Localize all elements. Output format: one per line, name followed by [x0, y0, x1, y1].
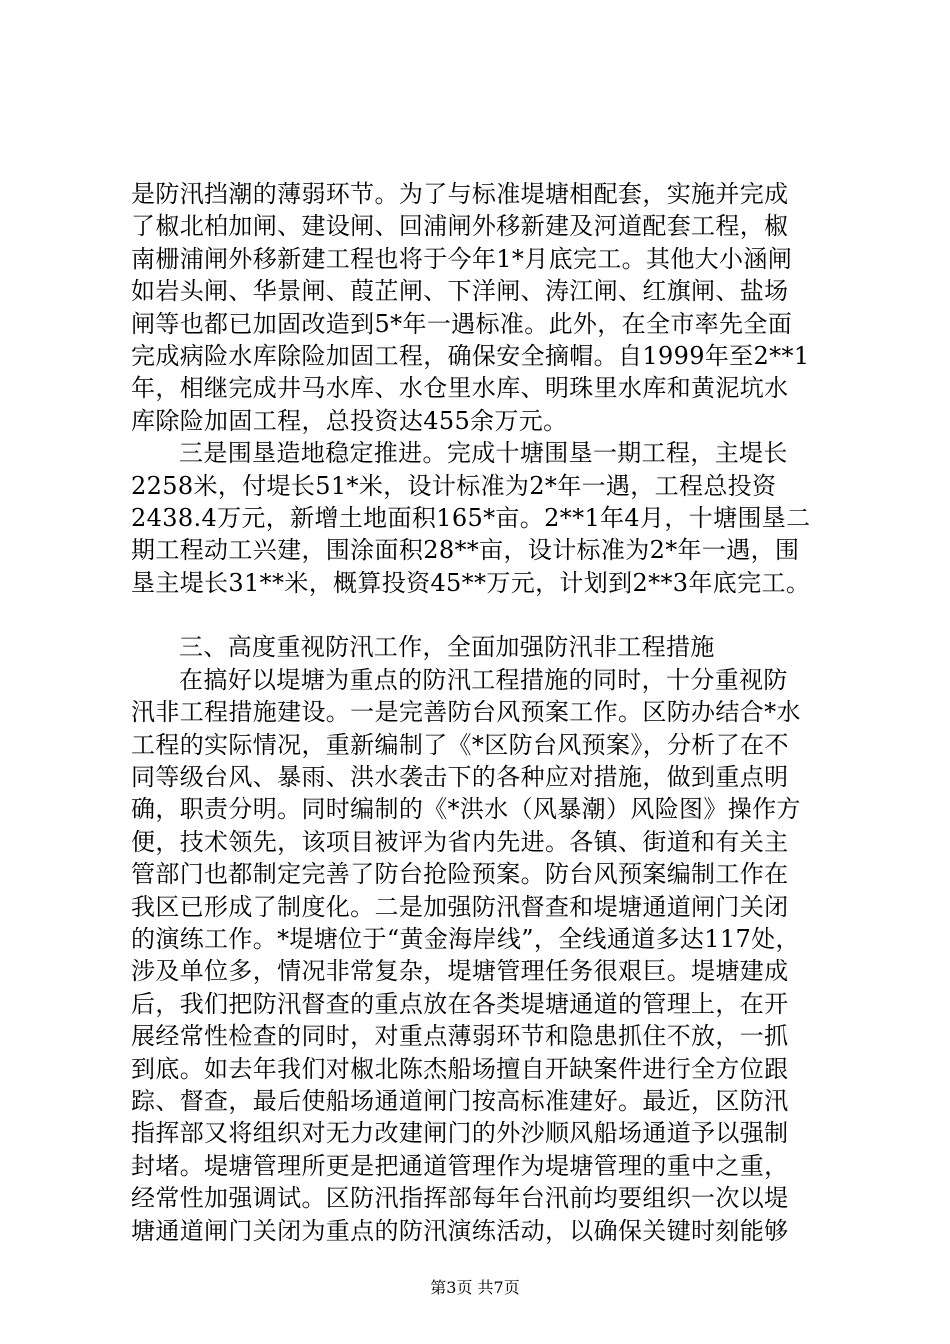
text-line: 到底。如去年我们对椒北陈杰船场擅自开缺案件进行全方位跟: [131, 1054, 789, 1083]
text-line: 展经常性检查的同时，对重点薄弱环节和隐患抓住不放，一抓: [131, 1022, 789, 1051]
text-line: 同等级台风、暴雨、洪水袭击下的各种应对措施，做到重点明: [131, 762, 789, 791]
section-heading: [131, 631, 831, 663]
text-line: 2258米，付堤长51*米，设计标准为2*年一遇，工程总投资: [131, 471, 777, 500]
text-line: 工程的实际情况，重新编制了《*区防台风预案》，分析了在不: [131, 730, 789, 759]
text-line: 期工程动工兴建，围涂面积28**亩，设计标准为2*年一遇，围: [131, 536, 800, 565]
text-line: 便，技术领先，该项目被评为省内先进。各镇、街道和有关主: [131, 827, 789, 856]
page-footer: [0, 1278, 950, 1298]
text-line: 了椒北柏加闸、建设闸、回浦闸外移新建及河道配套工程，椒: [131, 212, 789, 241]
page-number: 第3页 共7页: [430, 1278, 520, 1297]
text-line: 2438.4万元，新增土地面积165*亩。2**1年4月，十塘围垦二: [131, 504, 811, 533]
text-line: 经常性加强调试。区防汛指挥部每年台汛前均要组织一次以堤: [131, 1184, 789, 1213]
text-line: 塘通道闸门关闭为重点的防汛演练活动，以确保关键时刻能够: [131, 1216, 789, 1245]
text-line: 如岩头闸、华景闸、葭芷闸、下洋闸、涛江闸、红旗闸、盐场: [131, 277, 789, 306]
text-line: 垦主堤长31**米，概算投资45**万元，计划到2**3年底完工。: [131, 568, 811, 597]
section-heading-text: 三、高度重视防汛工作，全面加强防汛非工程措施: [179, 633, 715, 662]
paragraph-gap: [131, 599, 831, 631]
text-line: 涉及单位多，情况非常复杂，堤塘管理任务很艰巨。堤塘建成: [131, 957, 789, 986]
text-line: 的演练工作。*堤塘位于“黄金海岸线”，全线通道多达117处，: [131, 924, 800, 953]
text-line: 三是围垦造地稳定推进。完成十塘围垦一期工程，主堤长: [179, 439, 788, 468]
text-line: 完成病险水库除险加固工程，确保安全摘帽。自1999年至2**1: [131, 342, 810, 371]
text-line: 封堵。堤塘管理所更是把通道管理作为堤塘管理的重中之重，: [131, 1151, 789, 1180]
paragraph-dam-gates: [131, 178, 831, 437]
paragraph-non-engineering-measures: [131, 664, 831, 1247]
text-line: 南栅浦闸外移新建工程也将于今年1*月底完工。其他大小涵闸: [131, 244, 793, 273]
text-line: 闸等也都已加固改造到5*年一遇标准。此外，在全市率先全面: [131, 309, 793, 338]
text-line: 库除险加固工程，总投资达455余万元。: [131, 406, 568, 435]
text-line: 是防汛挡潮的薄弱环节。为了与标准堤塘相配套，实施并完成: [131, 180, 789, 208]
text-line: 年，相继完成井马水库、水仓里水库、明珠里水库和黄泥坑水: [131, 374, 789, 403]
paragraph-land-reclamation: [131, 437, 831, 599]
text-line: 确，职责分明。同时编制的《*洪水（风暴潮）风险图》操作方: [131, 795, 801, 824]
text-line: 管部门也都制定完善了防台抢险预案。防台风预案编制工作在: [131, 860, 789, 889]
body-text: [131, 178, 831, 1247]
text-line: 指挥部又将组织对无力改建闸门的外沙顺风船场通道予以强制: [131, 1119, 789, 1148]
text-line: 我区已形成了制度化。二是加强防汛督查和堤塘通道闸门关闭: [131, 892, 789, 921]
text-line: 在搞好以堤塘为重点的防汛工程措施的同时，十分重视防: [179, 665, 788, 694]
text-line: 后，我们把防汛督查的重点放在各类堤塘通道的管理上，在开: [131, 989, 789, 1018]
text-line: 汛非工程措施建设。一是完善防台风预案工作。区防办结合*水: [131, 698, 801, 727]
text-line: 踪、督查，最后使船场通道闸门按高标准建好。最近，区防汛: [131, 1086, 789, 1115]
